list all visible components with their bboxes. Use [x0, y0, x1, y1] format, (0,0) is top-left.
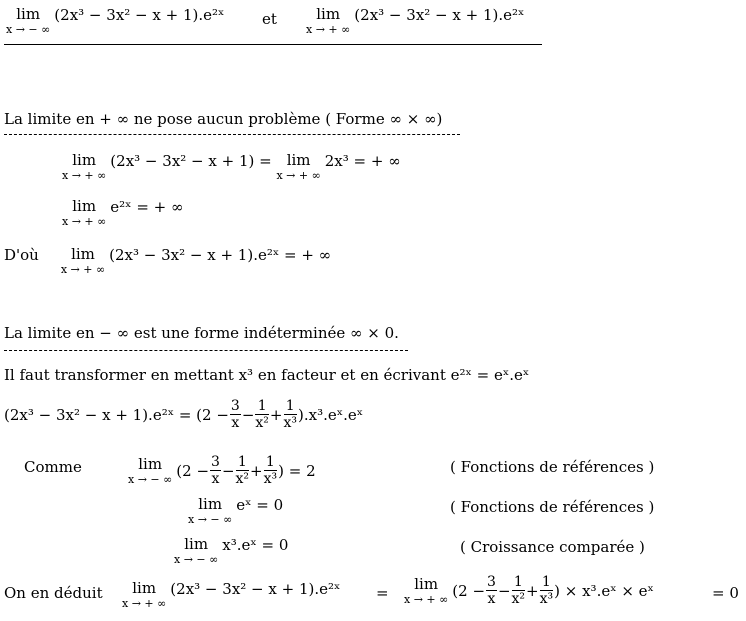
plus-inf-heading: La limite en + ∞ ne pose aucun problème ( Forme ∞ × ∞)	[4, 110, 443, 128]
minus-inf-heading: La limite en − ∞ est une forme indéterminée ∞ × 0.	[4, 324, 399, 342]
plus-inf-row1: lim x → + ∞ (2x³ − 3x² − x + 1) = lim x → + ∞ 2x³ = + ∞	[62, 151, 401, 182]
comme-limit-1: lim x → − ∞ (2 − $\frac{3}{x}$ − $\frac{1}{\text{x²}}$ + $\frac{1}{\text{x³}}$ ) = 2	[128, 454, 316, 487]
top-right-limit	[306, 6, 524, 36]
lim-operator: lim x → − ∞	[128, 455, 173, 486]
lim-operator: lim x → − ∞	[188, 495, 233, 526]
lim-operator: lim x → + ∞	[62, 197, 107, 228]
lim-operator: lim x → + ∞	[404, 575, 449, 606]
fraction-1-over-x2: $\frac{1}{\text{x²}}$	[511, 574, 526, 607]
fraction-1-over-x3: $\frac{1}{\text{x³}}$	[539, 574, 554, 607]
lim-operator: lim x → + ∞	[62, 151, 107, 182]
conclusion-prefix: On en déduit	[4, 584, 103, 602]
lim-operator: lim x → + ∞	[60, 245, 106, 276]
fraction-1-over-x3: $\frac{1}{\text{x³}}$	[283, 398, 298, 431]
transform-text: Il faut transformer en mettant x³ en facteur et en écrivant e²ˣ = eˣ.eˣ	[4, 366, 530, 384]
conclusion-limit-1: lim x → + ∞ (2x³ − 3x² − x + 1).e²ˣ	[122, 579, 341, 610]
dou-word: D'où	[4, 246, 39, 264]
top-right-expression: (2x³ − 3x² − x + 1).e²ˣ	[354, 6, 525, 24]
minus-inf-dashed-rule	[4, 350, 408, 351]
conclusion-equals: =	[376, 584, 389, 602]
fraction-1-over-x2: $\frac{1}{\text{x²}}$	[255, 398, 269, 431]
comme-word: Comme	[24, 458, 82, 476]
conclusion-limit-2: lim x → + ∞ (2 − $\frac{3}{x}$ − $\frac{1}{\text{x²}}$ + $\frac{1}{\text{x³}}$ ) × x³.eˣ × eˣ	[404, 574, 654, 607]
lim-operator: lim x → − ∞	[174, 535, 219, 566]
top-left-expression: (2x³ − 3x² − x + 1).e²ˣ	[54, 6, 225, 24]
fraction-3-over-x: $\frac{3}{x}$	[211, 454, 220, 487]
lim-operator: lim x → + ∞	[122, 579, 167, 610]
note-fonctions-references-1: ( Fonctions de références )	[450, 458, 655, 476]
fraction-3-over-x: $\frac{3}{x}$	[230, 398, 240, 431]
plus-inf-row3: D'où lim x → + ∞ (2x³ − 3x² − x + 1).e²ˣ = + ∞	[4, 245, 332, 276]
fraction-3-over-x: $\frac{3}{x}$	[487, 574, 496, 607]
top-rule	[4, 44, 542, 45]
lim-operator: lim x → + ∞	[276, 151, 321, 182]
note-croissance-comparee: ( Croissance comparée )	[460, 538, 645, 556]
comme-limit-3: lim x → − ∞ x³.eˣ = 0	[174, 535, 289, 566]
identity-line: (2x³ − 3x² − x + 1).e²ˣ = (2 − $\frac{3}{x}$ − $\frac{1}{\text{x²}}$ + $\frac{1}{\text{x³}}$ ).x³.eˣ.eˣ	[4, 398, 364, 431]
plus-inf-dashed-rule	[4, 134, 460, 135]
fraction-1-over-x3: $\frac{1}{\text{x³}}$	[263, 454, 278, 487]
final-result: = 0	[712, 584, 739, 602]
top-left-limit	[6, 6, 224, 36]
plus-inf-row2: lim x → + ∞ e²ˣ = + ∞	[62, 197, 184, 228]
lim-operator: lim x → + ∞	[306, 5, 351, 36]
fraction-1-over-x2: $\frac{1}{\text{x²}}$	[235, 454, 250, 487]
comme-limit-2: lim x → − ∞ eˣ = 0	[188, 495, 284, 526]
et-word: et	[262, 10, 277, 28]
lim-operator: lim x → − ∞	[6, 5, 51, 36]
note-fonctions-references-2: ( Fonctions de références )	[450, 498, 655, 516]
